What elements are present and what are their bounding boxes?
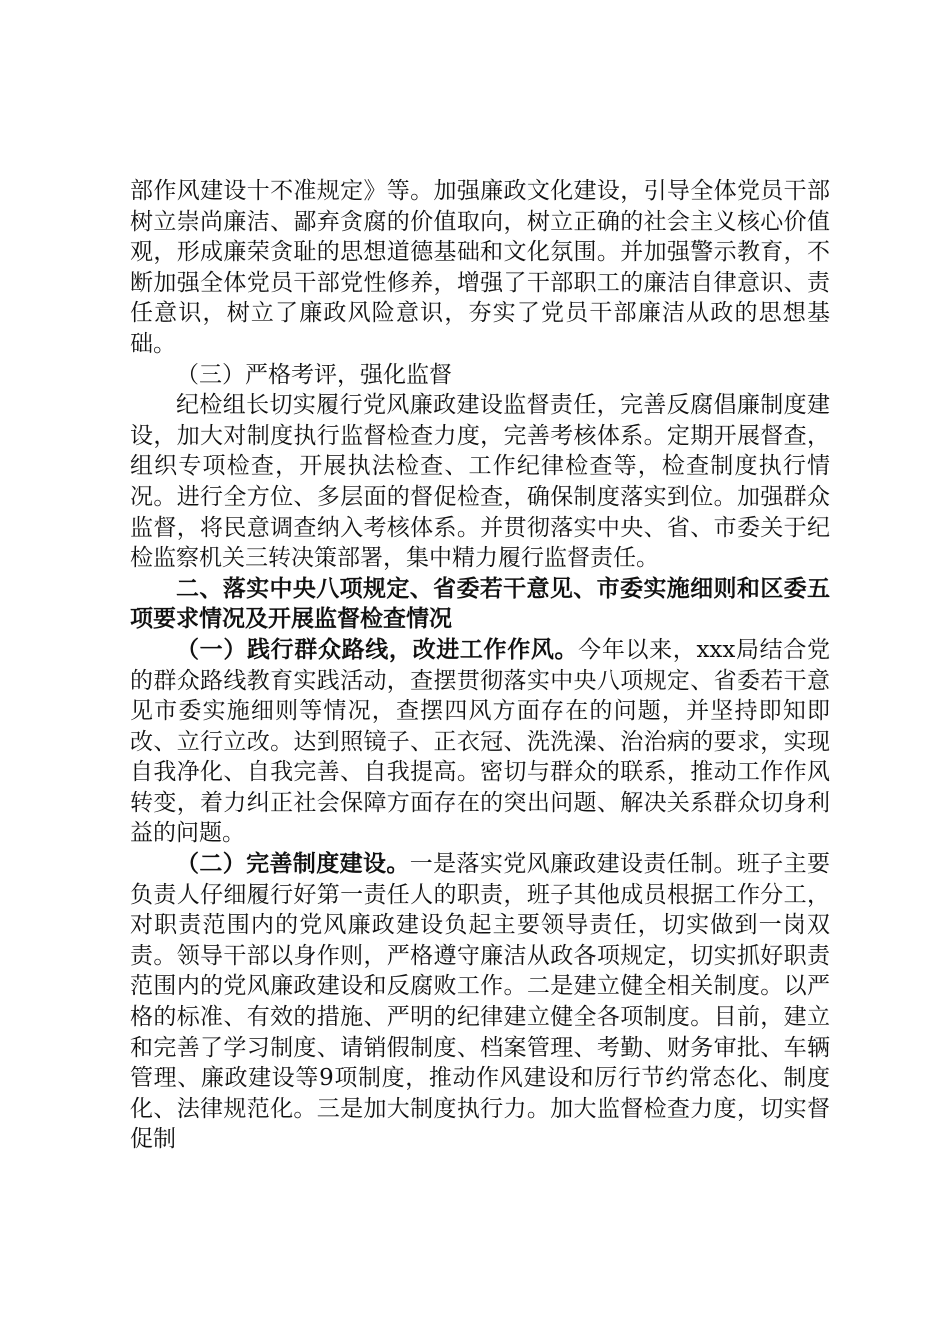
lead-system-building: （二）完善制度建设。: [176, 851, 410, 878]
body-system-building: 一是落实党风廉政建设责任制。班子主要负责人仔细履行好第一责任人的职责，班子其他成员根据工作分工，对职责范围内的党风廉政建设负起主要领导责任，切实做到一岗双责。领导干部以身作则，严格遵守廉洁从政各项规定，切实抓好职责范围内的党风廉政建设和反腐败工作。二是建立健全相关制度。以严格的标准、有效的措施、严明的纪律建立健全各项制度。目前，建立和完善了学习制度、请销假制度、档案管理、考勤、财务审批、车辆管理、廉政建设等9项制度，推动作风建设和厉行节约常态化、制度化、法律规范化。三是加大制度执行力。加大监督检查力度，切实督促制: [130, 851, 831, 1153]
heading-strict-evaluation: （三）严格考评，强化监督: [176, 361, 452, 388]
paragraph-continuation: 部作风建设十不准规定》等。加强廉政文化建设，引导全体党员干部树立崇尚廉洁、鄙弃贪腐的价值取向，树立正确的社会主义核心价值观，形成廉荣贪耻的思想道德基础和文化氛围。并加强警示教育，不断加强全体党员干部党性修养，增强了干部职工的廉洁自律意识、责任意识，树立了廉政风险意识，夯实了党员干部廉洁从政的思想基础。: [130, 178, 830, 357]
lead-mass-line: （一）践行群众路线，改进工作作风。: [176, 636, 579, 663]
body-mass-line: 今年以来，xxx局结合党的群众路线教育实践活动，查摆贯彻落实中央八项规定、省委若干意见市委实施细则等情况，查摆四风方面存在的问题，并坚持即知即改、立行立改。达到照镜子、正衣冠、洗洗澡、治治病的要求，实现自我净化、自我完善、自我提高。密切与群众的联系，推动工作作风转变，着力纠正社会保障方面存在的突出问题、解决关系群众切身利益的问题。: [130, 636, 830, 847]
heading-section-two: 二、落实中央八项规定、省委若干意见、市委实施细则和区委五项要求情况及开展监督检查情况: [130, 575, 830, 633]
paragraph-mass-line: [130, 635, 830, 849]
paragraph-supervision: 纪检组长切实履行党风廉政建设监督责任，完善反腐倡廉制度建设，加大对制度执行监督检查力度，完善考核体系。定期开展督查，组织专项检查，开展执法检查、工作纪律检查等，检查制度执行情况。进行全方位、多层面的督促检查，确保制度落实到位。加强群众监督，将民意调查纳入考核体系。并贯彻落实中央、省、市委关于纪检监察机关三转决策部署，集中精力履行监督责任。: [130, 392, 830, 572]
paragraph-system-building: [130, 849, 830, 1155]
document-page: [130, 176, 830, 1155]
